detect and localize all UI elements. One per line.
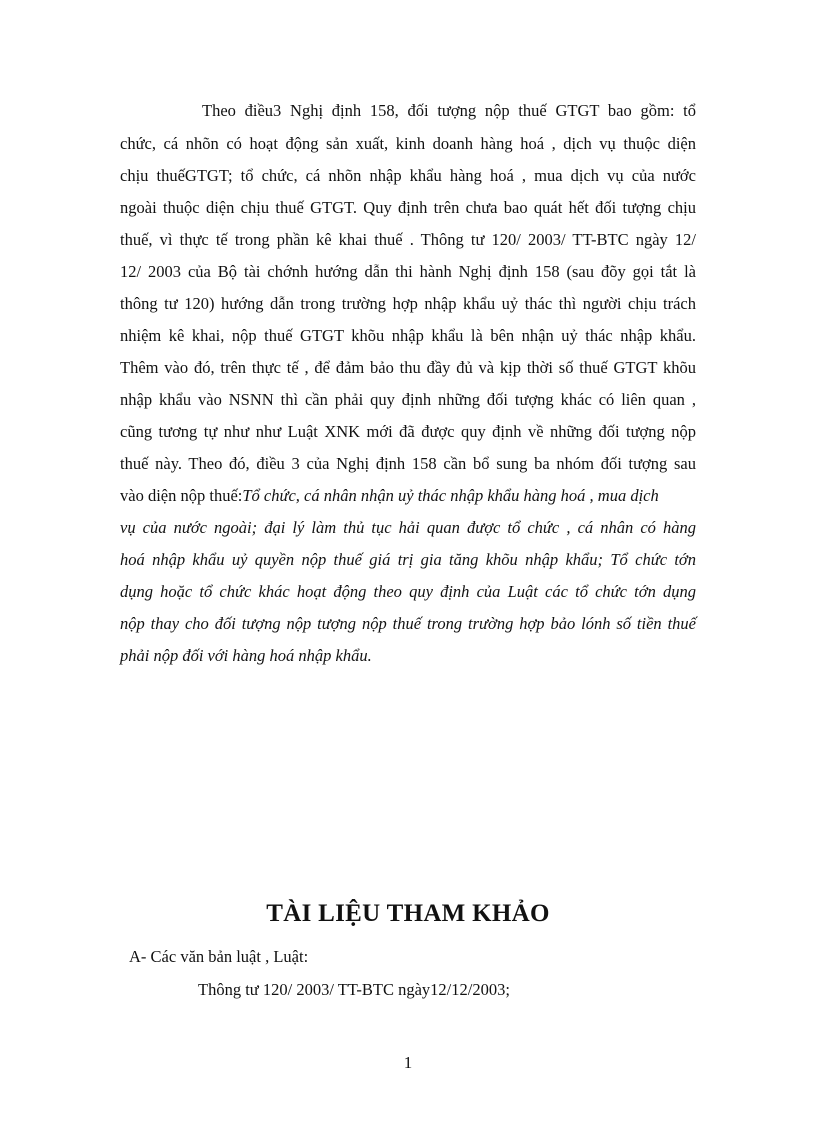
- paragraph-line-mixed: [120, 486, 696, 506]
- mixed-italic: Tổ chức, cá nhân nhận uỷ thác nhập khẩu hàng hoá , mua dịch: [242, 486, 659, 505]
- paragraph-line: chịu thuếGTGT; tổ chức, cá nhõn nhập khẩu hàng hoá , mua dịch vụ của nước: [120, 166, 696, 185]
- paragraph-line: nhập khẩu vào NSNN thì cần phải quy định những đối tượng khác có liên quan ,: [120, 390, 696, 409]
- paragraph-line: Thêm vào đó, trên thực tế , để đảm bảo thu đầy đủ và kịp thời số thuế GTGT khõu: [120, 358, 696, 377]
- paragraph-line: 12/ 2003 của Bộ tài chớnh hướng dẫn thi hành Nghị định 158 (sau đõy gọi tắt là: [120, 262, 696, 281]
- italic-line: nộp thay cho đối tượng nộp tượng nộp thuế trong trường hợp bảo lónh số tiền thuế: [120, 614, 696, 633]
- mixed-prefix: vào diện nộp thuế:: [120, 486, 243, 505]
- paragraph-line: thuế này. Theo đó, điều 3 của Nghị định 158 cần bổ sung ba nhóm đối tượng sau: [120, 454, 696, 473]
- page-number: 1: [403, 1053, 413, 1072]
- paragraph-line: cũng tương tự như như Luật XNK mới đã được quy định về những đối tượng nộp: [120, 422, 696, 441]
- paragraph-line: thuế, vì thực tế trong phần kê khai thuế . Thông tư 120/ 2003/ TT-BTC ngày 12/: [120, 230, 696, 249]
- italic-line: vụ của nước ngoài; đại lý làm thủ tục hải quan được tổ chức , cá nhân có hàng: [120, 518, 696, 537]
- italic-line: hoá nhập khẩu uỷ quyền nộp thuế giá trị gia tăng khõu nhập khẩu; Tổ chức tớn: [120, 550, 696, 569]
- paragraph-line: nhiệm kê khai, nộp thuế GTGT khõu nhập khẩu là bên nhận uỷ thác nhập khẩu.: [120, 326, 696, 345]
- italic-last-line: phải nộp đối với hàng hoá nhập khẩu.: [120, 646, 372, 665]
- italic-line: dụng hoặc tổ chức khác hoạt động theo quy định của Luật các tổ chức tớn dụng: [120, 582, 696, 601]
- section-a-title: A- Các văn bản luật , Luật:: [129, 947, 309, 966]
- reference-item: Thông tư 120/ 2003/ TT-BTC ngày12/12/2003;: [198, 980, 510, 999]
- paragraph-line: thông tư 120) hướng dẫn trong trường hợp nhập khẩu uỷ thác thì người chịu trách: [120, 294, 696, 313]
- paragraph-line: Theo điều3 Nghị định 158, đối tượng nộp thuế GTGT bao gồm: tổ: [202, 101, 696, 120]
- paragraph-line: chức, cá nhõn có hoạt động sản xuất, kinh doanh hàng hoá , dịch vụ thuộc diện: [120, 134, 696, 153]
- paragraph-line: ngoài thuộc diện chịu thuế GTGT. Quy định trên chưa bao quát hết đối tượng chịu: [120, 198, 696, 217]
- references-heading: TÀI LIỆU THAM KHẢO: [266, 900, 550, 927]
